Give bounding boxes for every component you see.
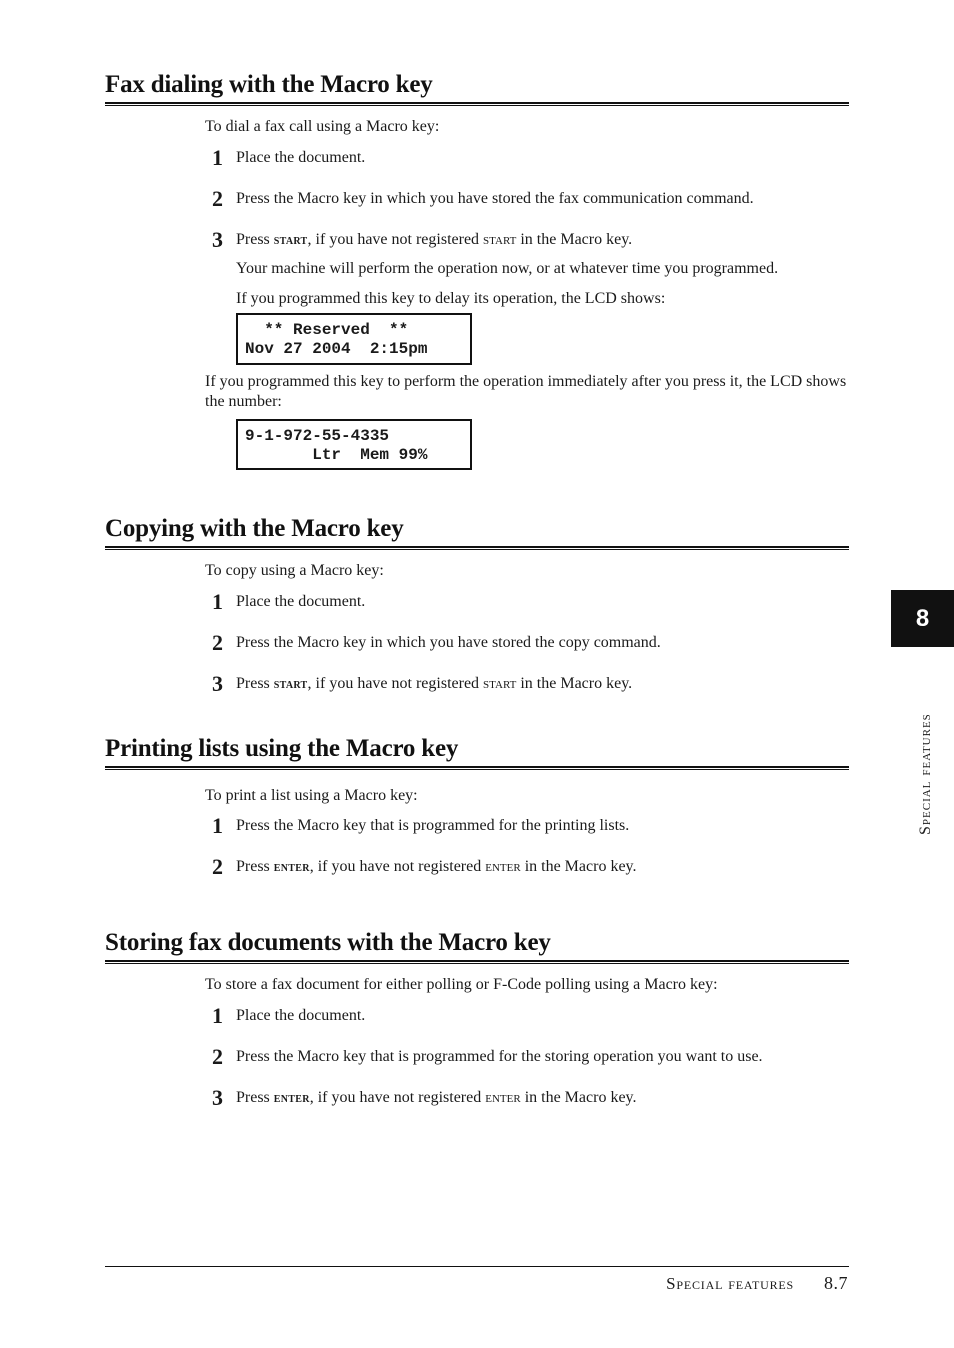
chapter-tab: 8 [891, 590, 954, 647]
key-start: start [273, 677, 308, 692]
step-text: Press start, if you have not registered start in the Macro key. [236, 231, 633, 248]
step-text: Press enter, if you have not registered enter in the Macro key. [236, 858, 637, 875]
step-number: 1 [212, 1003, 223, 1028]
key-enter: enter [273, 1091, 310, 1106]
step-number: 3 [212, 1085, 223, 1110]
step-text: Press the Macro key that is programmed for the printing lists. [236, 817, 630, 834]
lcd-line: Nov 27 2004 2:15pm [245, 340, 428, 358]
key-start: start [273, 233, 308, 248]
section-title: Storing fax documents with the Macro key [105, 929, 551, 956]
section-intro: To store a fax document for either polling or F-Code polling using a Macro key: [205, 976, 718, 993]
section-title: Printing lists using the Macro key [105, 735, 459, 762]
footer-rule [105, 1266, 849, 1267]
step-number: 2 [212, 1044, 223, 1069]
lcd-line: ** Reserved ** [245, 321, 409, 339]
lcd-display-number [236, 419, 472, 470]
step-number: 1 [212, 145, 223, 170]
section-title: Fax dialing with the Macro key [105, 71, 433, 98]
lcd-display-reserved [236, 313, 472, 365]
step-note: If you programmed this key to delay its operation, the LCD shows: [236, 290, 666, 307]
step-text: Press the Macro key that is programmed for the storing operation you want to use. [236, 1048, 763, 1065]
footer-chapter-label: Special features [666, 1274, 794, 1293]
step-number: 1 [212, 589, 223, 614]
step-text: Press enter, if you have not registered enter in the Macro key. [236, 1089, 637, 1106]
paragraph: If you programmed this key to perform the operation immediately after you press it, the LCD shows the number: [205, 373, 847, 410]
section-printing-lists [105, 734, 849, 879]
step-text: Place the document. [236, 593, 366, 610]
section-copying [105, 514, 849, 696]
section-storing-fax [105, 928, 849, 1110]
step-text: Place the document. [236, 1007, 366, 1024]
page-footer [666, 1273, 848, 1294]
key-enter: enter [273, 860, 310, 875]
section-intro: To copy using a Macro key: [205, 562, 384, 579]
step-text: Press the Macro key in which you have stored the copy command. [236, 634, 661, 651]
step-text: Press the Macro key in which you have stored the fax communication command. [236, 190, 754, 207]
key-enter: enter [485, 859, 521, 875]
step-number: 1 [212, 813, 223, 838]
step-text: Press start, if you have not registered start in the Macro key. [236, 675, 633, 692]
title-rule [105, 766, 849, 770]
step-number: 2 [212, 630, 223, 655]
step-text: Place the document. [236, 149, 366, 166]
side-chapter-label: Special features [917, 713, 934, 835]
title-rule [105, 546, 849, 550]
step-number: 2 [212, 186, 223, 211]
lcd-line: 9-1-972-55-4335 [245, 427, 390, 445]
key-start: start [483, 232, 517, 248]
section-intro: To dial a fax call using a Macro key: [205, 118, 440, 135]
page-number: 8.7 [824, 1273, 848, 1293]
title-rule [105, 102, 849, 106]
step-number: 3 [212, 227, 223, 252]
section-intro: To print a list using a Macro key: [205, 787, 418, 804]
step-number: 2 [212, 854, 223, 879]
key-start: start [483, 676, 517, 692]
key-enter: enter [485, 1090, 521, 1106]
lcd-line: Ltr Mem 99% [245, 446, 428, 464]
title-rule [105, 960, 849, 964]
section-title: Copying with the Macro key [105, 515, 404, 542]
section-fax-dialing [105, 70, 849, 464]
step-number: 3 [212, 671, 223, 696]
step-note: Your machine will perform the operation now, or at whatever time you programmed. [236, 260, 779, 277]
